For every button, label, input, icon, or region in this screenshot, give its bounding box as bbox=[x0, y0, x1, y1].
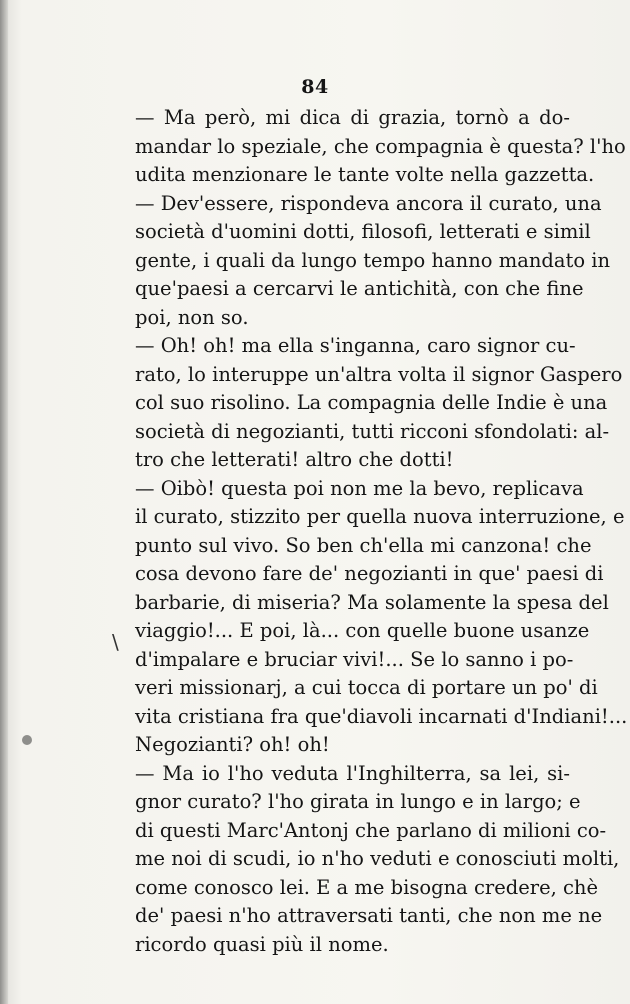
text-line-1: — Ma però, mi dica di grazia, tornò a do- bbox=[135, 106, 570, 129]
text-line-19: viaggio!... E poi, là... con quelle buone usanze bbox=[135, 619, 590, 642]
text-line-26: di questi Marc'Antonj che parlano di milioni co- bbox=[135, 818, 607, 842]
text-line-22: vita cristiana fra que'diavoli incarnati d'Indiani!... bbox=[135, 704, 628, 728]
text-line-29: de' paesi n'ho attraversati tanti, che non me ne bbox=[135, 904, 603, 927]
text-line-7: que'paesi a cercarvi le antichità, con che fine bbox=[135, 277, 584, 300]
text-line-11: col suo risolino. La compagnia delle Indie è una bbox=[135, 391, 608, 414]
page-number: 84 bbox=[301, 76, 329, 98]
text-line-15: il curato, stizzito per quella nuova interruzione, e bbox=[135, 505, 625, 528]
margin-stain bbox=[22, 735, 32, 745]
text-line-21: veri missionarj, a cui tocca di portare un po' di bbox=[135, 676, 598, 699]
text-line-3: udita menzionare le tante volte nella gazzetta. bbox=[135, 163, 595, 186]
text-line-17: cosa devono fare de' negozianti in que' paesi di bbox=[135, 562, 604, 585]
text-line-6: gente, i quali da lungo tempo hanno mandato in bbox=[135, 248, 611, 272]
margin-pencil-mark: \ bbox=[112, 630, 119, 654]
text-line-23: Negozianti? oh! oh! bbox=[135, 733, 330, 756]
text-line-24: — Ma io l'ho veduta l'Inghilterra, sa lei, si- bbox=[135, 761, 570, 785]
text-line-13: tro che letterati! altro che dotti! bbox=[135, 448, 454, 471]
page-text bbox=[135, 104, 628, 959]
text-line-28: come conosco lei. E a me bisogna credere, chè bbox=[135, 875, 599, 899]
text-line-8: poi, non so. bbox=[135, 305, 249, 329]
text-line-27: me noi di scudi, io n'ho veduti e conosciuti molti, bbox=[135, 847, 620, 870]
page-gutter-shadow bbox=[0, 0, 8, 1004]
text-line-12: società di negozianti, tutti ricconi sfondolati: al- bbox=[135, 419, 610, 443]
text-line-18: barbarie, di miseria? Ma solamente la spesa del bbox=[135, 590, 609, 614]
text-line-9: — Oh! oh! ma ella s'inganna, caro signor cu- bbox=[135, 334, 576, 357]
text-line-4: — Dev'essere, rispondeva ancora il curato, una bbox=[135, 191, 602, 215]
text-line-30: ricordo quasi più il nome. bbox=[135, 932, 389, 956]
text-line-2: mandar lo speziale, che compagnia è questa? l'ho bbox=[135, 134, 626, 158]
text-line-14: — Oibò! questa poi non me la bevo, replicava bbox=[135, 476, 584, 500]
text-line-25: gnor curato? l'ho girata in lungo e in largo; e bbox=[135, 790, 581, 813]
text-line-10: rato, lo interuppe un'altra volta il signor Gaspero bbox=[135, 362, 623, 386]
text-line-16: punto sul vivo. So ben ch'ella mi canzona! che bbox=[135, 533, 592, 557]
text-line-5: società d'uomini dotti, filosofi, letterati e simil bbox=[135, 220, 591, 243]
text-line-20: d'impalare e bruciar vivi!... Se lo sanno i po- bbox=[135, 647, 574, 671]
